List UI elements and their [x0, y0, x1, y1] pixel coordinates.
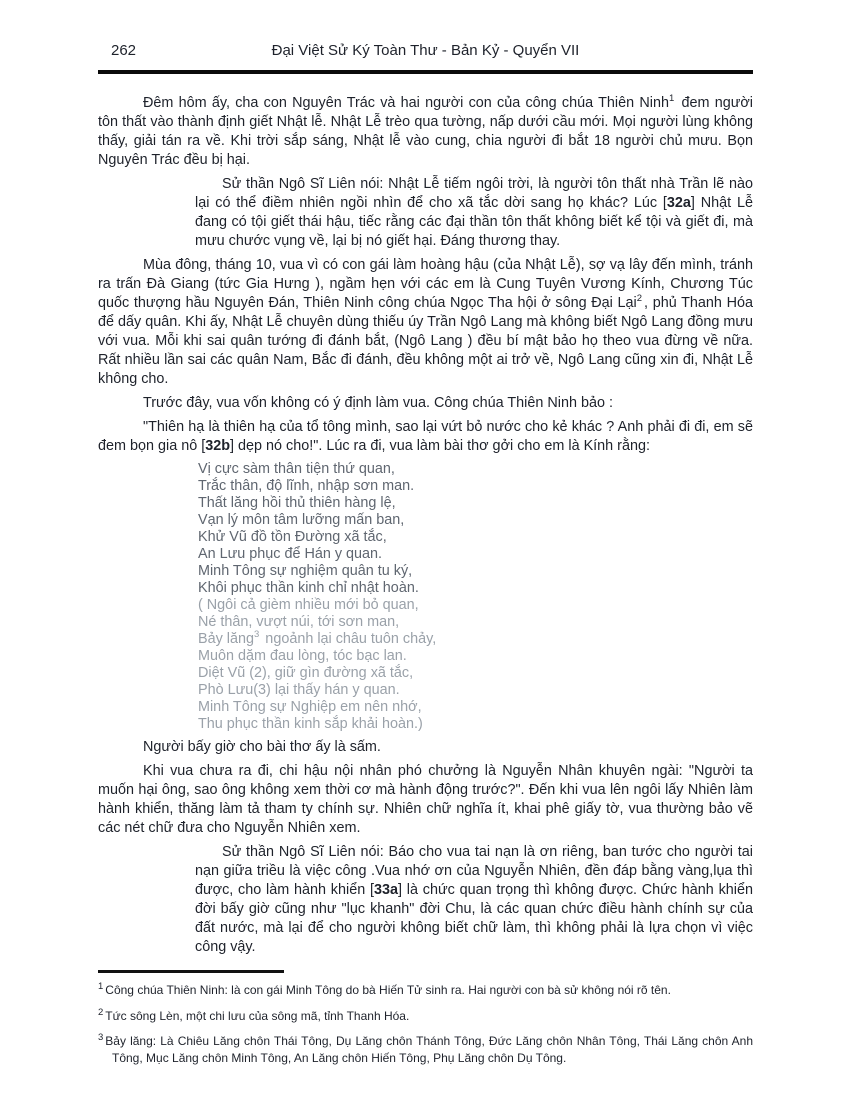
text-run: Minh Tông sự nghiệm quân tu ký, — [198, 563, 413, 579]
text-run: Diệt Vũ (2), giữ gìn đường xã tắc, — [198, 665, 414, 681]
text-run: Né thân, vượt núi, tới sơn man, — [198, 614, 400, 630]
historian-comment — [195, 175, 753, 251]
footnote — [98, 982, 753, 999]
footnote — [98, 1033, 753, 1066]
poem-line — [198, 461, 753, 478]
footnote-ref: 2 — [636, 293, 643, 305]
poem-line — [198, 495, 753, 512]
poem-line — [198, 699, 753, 716]
poem-line — [198, 529, 753, 546]
text-run: Bảy lăng — [198, 631, 255, 647]
footnote-ref: 3 — [254, 629, 260, 641]
text-run: Sử thần Ngô Sĩ Liên nói: Báo cho vua tai nạn là ơn riêng, ban tước cho người tai nạn giữa triều là việc công .Vua nhớ ơn của Nguyễn Nhiên, đền đáp bằng vàng,lụa thì được, cho làm hành khiển [ — [195, 844, 753, 898]
text-run: ] dẹp nó cho!". Lúc ra đi, vua làm bài thơ gởi cho em là Kính rằng: — [230, 438, 650, 454]
paragraph — [98, 738, 753, 757]
text-run: ngoảnh lại châu tuôn chảy, — [261, 631, 437, 647]
footnote-text: Tức sông Lèn, một chi lưu của sông mã, tỉnh Thanh Hóa. — [105, 1008, 410, 1023]
text-run: ] Nhật Lễ đang có tội giết thái hậu, tiếc rằng các đại thần tôn thất không biết kể tội và giết đi, mà mưu chước vụng về, lại bị nó giết hại. Đáng thương thay. — [195, 195, 753, 249]
poem-line — [198, 563, 753, 580]
text-run: Minh Tông sự Nghiệp em nên nhớ, — [198, 699, 422, 715]
footnote — [98, 1008, 753, 1025]
footnote-number: 1 — [98, 981, 104, 992]
footnotes — [98, 982, 753, 1066]
poem-line — [198, 665, 753, 682]
paragraph — [98, 418, 753, 456]
text-run: Vị cực sàm thân tiện thứ quan, — [198, 461, 395, 477]
poem-line — [198, 597, 753, 614]
text-run: đem người tôn thất vào thành định giết Nhật lễ. Nhật Lễ trèo qua tường, nấp dưới cầu mới. Mọi người lùng không thấy, giải tán ra về. Khi trời sắp sáng, Nhật lễ vào cung, chia người đi bắt 18 người chủ mưu. Bọn Nguyên Trác đều bị hại. — [98, 95, 754, 168]
text-run: Thu phục thần kinh sắp khải hoàn.) — [198, 716, 423, 732]
footnote-number: 2 — [98, 1006, 104, 1018]
text-run: Khôi phục thần kinh chỉ nhật hoàn. — [198, 580, 419, 596]
text-run: Muôn dặm đau lòng, tóc bạc lan. — [198, 648, 407, 664]
text-run: Mùa đông, tháng 10, vua vì có con gái làm hoàng hậu (của Nhật Lễ), sợ vạ lây đến mình, tránh ra trấn Đà Giang (tức Gia Hưng ), ngầm hẹn với các em là Cung Tuyên Vương Kính, Chương Túc quốc thượng hầu Nguyên Đán, Thiên Ninh công chúa Ngọc Tha hội ở sông Đại Lại — [98, 257, 753, 311]
text-run: ( Ngôi cả gièm nhiều mới bỏ quan, — [198, 597, 419, 613]
poem-line — [198, 716, 753, 733]
text-run: Trắc thân, độ lĩnh, nhập sơn man. — [198, 478, 415, 494]
header-title: Đại Việt Sử Ký Toàn Thư - Bản Kỷ - Quyển VII — [271, 42, 580, 59]
folio-marker: 32b — [205, 438, 231, 454]
text-run: Người bấy giờ cho bài thơ ấy là sấm. — [143, 739, 381, 755]
text-run: Vạn lý môn tâm lưỡng mấn ban, — [198, 512, 405, 528]
text-run: ] là chức quan trọng thì không được. Chức hành khiển đời bấy giờ cũng như "lục khanh" đời Chu, là các quan chức điều hành chính sự của đất nước, mà lại để cho người không biết chữ làm, thì không phải là lựa chọn vì việc công vậy. — [195, 882, 753, 955]
footnote-separator — [98, 970, 284, 973]
poem-line — [198, 580, 753, 597]
folio-marker: 33a — [374, 882, 399, 898]
text-run: Đêm hôm ấy, cha con Nguyên Trác và hai người con của công chúa Thiên Ninh — [143, 95, 669, 111]
text-run: Sử thần Ngô Sĩ Liên nói: Nhật Lễ tiếm ngôi trời, là người tôn thất nhà Trần lẽ nào lại có thể điềm nhiên ngồi nhìn để cho xã tắc dời sang họ khác? Lúc [ — [195, 176, 753, 211]
paragraph — [98, 256, 753, 389]
paragraph — [98, 94, 753, 170]
poem-line — [198, 512, 753, 529]
footnote-text: Bảy lăng: Là Chiêu Lăng chôn Thái Tông, Dụ Lăng chôn Thánh Tông, Đức Lăng chôn Nhân Tông, Thái Lăng chôn Anh Tông, Mục Lăng chôn Minh Tông, An Lăng chôn Hiến Tông, Phụ Lăng chôn Dụ Tông. — [105, 1034, 753, 1065]
content-paragraphs — [98, 94, 753, 957]
text-run: "Thiên hạ là thiên hạ của tổ tông mình, sao lại vứt bỏ nước cho kẻ khác ? Anh phải đi đi, em sẽ đem bọn gia nô [ — [98, 419, 753, 454]
text-run: , phủ Thanh Hóa để dấy quân. Khi ấy, Nhật Lễ chuyên dùng thiếu úy Trần Ngô Lang mà không biết Ngô Lang đồng mưu với vua. Mỗi khi sai quân tướng đi đánh bắt, (Ngô Lang ) đều bí mật bảo họ theo vua đừng về nữa. Rất nhiều lần sai các quân Nam, Bắc đi đánh, đều không một ai trở về, Ngô Lang cũng xin đi, Nhật Lễ không cho. — [98, 295, 753, 387]
page-number: 262 — [111, 42, 137, 59]
paragraph — [98, 394, 753, 413]
text-run: Trước đây, vua vốn không có ý định làm vua. Công chúa Thiên Ninh bảo : — [143, 395, 613, 411]
text-run: Phò Lưu(3) lại thấy hán y quan. — [198, 682, 400, 698]
poem-line — [198, 631, 753, 648]
poem-line — [198, 478, 753, 495]
paragraph — [98, 762, 753, 838]
footnote-text: Công chúa Thiên Ninh: là con gái Minh Tông do bà Hiến Tử sinh ra. Hai người con bà sử không nói rõ tên. — [105, 983, 671, 997]
text-run: Khử Vũ đồ tồn Đường xã tắc, — [198, 529, 387, 545]
poem-line — [198, 648, 753, 665]
text-run: An Lưu phục để Hán y quan. — [198, 546, 383, 562]
poem-line — [198, 546, 753, 563]
folio-marker: 32a — [666, 195, 691, 211]
historian-comment — [195, 843, 753, 957]
header-rule — [98, 70, 753, 74]
poem-line — [198, 682, 753, 699]
footnote-ref: 1 — [668, 93, 675, 105]
footnote-number: 3 — [98, 1032, 104, 1043]
poem-line — [198, 614, 753, 631]
text-run: Khi vua chưa ra đi, chi hậu nội nhân phó chưởng là Nguyễn Nhân khuyên ngài: "Người ta muốn hại ông, sao ông không xem thời cơ mà hành động trước?". Đến khi vua lên ngôi lấy Nhiên làm hành khiển, thăng làm tả tham ty chính sự. Nhiên chữ nghĩa ít, khai phê giấy tờ, vua thường bảo vẽ các nét chữ đưa cho Nguyễn Nhiên xem. — [98, 763, 753, 836]
text-run: Thất lăng hồi thủ thiên hàng lệ, — [198, 495, 396, 511]
page-header — [98, 42, 753, 63]
